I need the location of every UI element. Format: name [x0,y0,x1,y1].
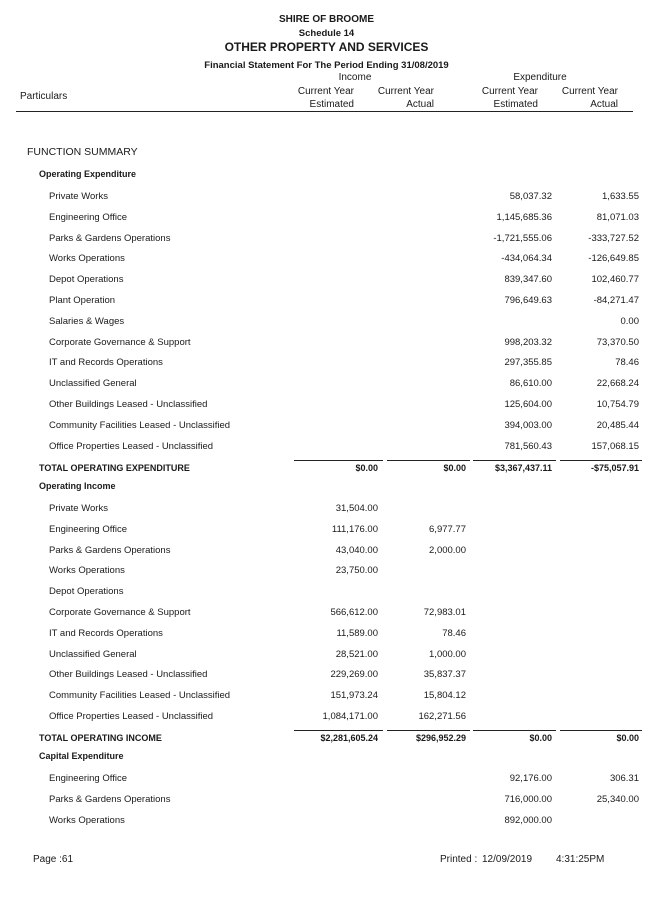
expenditure-estimated-cell: 892,000.00 [504,814,552,826]
expenditure-estimated-cell: 92,176.00 [509,773,552,784]
expenditure-actual-cell: 0.00 [620,315,639,327]
col-income-estimated-header [298,85,354,111]
total-rule [473,460,556,461]
table-row [0,815,653,829]
total-label: TOTAL OPERATING INCOME [39,733,162,743]
expenditure-estimated-cell: -1,721,555.06 [493,232,552,244]
col-header-line: Current Year [481,86,538,97]
table-row [0,586,653,600]
expenditure-estimated-cell: 394,003.00 [504,419,552,431]
row-label: IT and Records Operations [49,627,163,639]
table-row [0,545,653,559]
income-actual-cell: 6,977.77 [429,523,466,535]
row-label: Engineering Office [49,773,127,784]
total-rule [387,460,470,461]
expenditure-estimated-cell: 839,347.60 [504,274,552,286]
table-row [0,274,653,288]
col-header-line: Estimated [493,99,538,110]
row-label: Community Facilities Leased - Unclassified [49,419,231,431]
row-label: Corporate Governance & Support [49,607,191,618]
income-estimated-cell: 111,176.00 [331,523,378,535]
report-title: OTHER PROPERTY AND SERVICES [224,40,429,54]
expenditure-actual-cell: 157,068.15 [591,440,639,452]
expenditure-actual-cell: 81,071.03 [596,211,639,223]
income-estimated-cell: 229,269.00 [330,669,378,681]
total-income-actual: $296,952.29 [415,733,466,743]
expenditure-actual-cell: -84,271.47 [593,295,639,306]
expenditure-estimated-cell: 58,037.32 [509,191,552,202]
expenditure-actual-cell: 1,633.55 [602,191,639,202]
table-row [0,295,653,309]
row-label: Other Buildings Leased - Unclassified [49,399,208,410]
row-label: Works Operations [49,565,125,577]
row-label: Corporate Governance & Support [49,336,191,348]
row-label: Plant Operation [49,295,116,306]
col-income-actual-header [378,85,434,111]
expenditure-estimated-cell: -434,064.34 [501,253,552,265]
income-estimated-cell: 1,084,171.00 [322,711,378,722]
table-row [0,607,653,621]
row-label: Depot Operations [49,274,124,286]
expenditure-estimated-cell: 125,604.00 [504,399,552,410]
income-actual-cell: 2,000.00 [429,544,466,556]
expenditure-actual-cell: 20,485.44 [596,419,639,431]
row-label: Depot Operations [49,586,124,598]
table-row [0,711,653,725]
row-label: Works Operations [49,814,125,826]
col-header-line: Estimated [309,99,354,110]
row-label: Parks & Gardens Operations [49,544,171,556]
income-actual-cell: 72,983.01 [423,607,466,618]
col-header-line: Actual [406,99,434,110]
report-subtitle: Financial Statement For The Period Ending 31/08/2019 [204,60,449,71]
row-label: IT and Records Operations [49,357,163,369]
table-row [0,337,653,351]
income-estimated-cell: 11,589.00 [336,627,378,639]
expenditure-estimated-cell: 1,145,685.36 [496,211,552,223]
expenditure-group-header: Expenditure [513,72,567,83]
row-label: Private Works [49,191,108,202]
total-rule [294,460,383,461]
expenditure-actual-cell: 22,668.24 [596,378,639,390]
table-row [0,524,653,538]
particulars-header: Particulars [20,91,68,102]
table-row [0,690,653,704]
row-label: Engineering Office [49,523,127,535]
income-actual-cell: 162,271.56 [418,711,466,722]
expenditure-estimated-cell: 86,610.00 [509,378,552,390]
printed-time: 4:31:25PM [556,854,605,865]
row-label: Other Buildings Leased - Unclassified [49,669,208,681]
col-header-line: Current Year [297,86,354,97]
printed-label: Printed : [440,854,478,865]
expenditure-actual-cell: 102,460.77 [591,274,639,286]
expenditure-estimated-cell: 781,560.43 [504,440,552,452]
table-row [0,378,653,392]
table-row [0,503,653,517]
total-expenditure-estimated: $0.00 [529,733,552,743]
printed-date: 12/09/2019 [482,854,533,865]
total-expenditure-actual: -$75,057.91 [590,463,639,473]
table-row [0,669,653,683]
total-rule [473,730,556,731]
table-row [0,794,653,808]
operating-expenditure-heading: Operating Expenditure [39,169,137,179]
total-rule [387,730,470,731]
table-row [0,649,653,663]
expenditure-estimated-cell: 297,355.85 [504,357,552,369]
table-row [0,357,653,371]
row-label: Parks & Gardens Operations [49,793,171,805]
row-label: Office Properties Leased - Unclassified [49,711,214,722]
total-rule [560,730,642,731]
table-row [0,628,653,642]
row-label: Engineering Office [49,211,127,223]
income-estimated-cell: 23,750.00 [335,565,378,577]
row-label: Salaries & Wages [49,315,125,327]
income-estimated-cell: 43,040.00 [335,544,378,556]
total-label: TOTAL OPERATING EXPENDITURE [39,463,190,473]
row-label: Unclassified General [49,648,137,660]
capital-expenditure-heading: Capital Expenditure [39,751,124,761]
income-actual-cell: 78.46 [442,627,466,639]
page-number: Page :61 [33,854,74,865]
expenditure-actual-cell: 306.31 [609,773,639,784]
total-income-actual: $0.00 [443,463,466,473]
income-estimated-cell: 566,612.00 [330,607,378,618]
expenditure-estimated-cell: 716,000.00 [504,793,552,805]
row-label: Parks & Gardens Operations [49,232,171,244]
row-label: Community Facilities Leased - Unclassified [49,690,231,702]
org-name: SHIRE OF BROOME [278,14,374,25]
col-header-line: Current Year [377,86,434,97]
expenditure-actual-cell: -126,649.85 [588,253,639,265]
income-estimated-cell: 151,973.24 [330,690,378,702]
table-row [0,212,653,226]
income-actual-cell: 1,000.00 [429,648,466,660]
col-header-line: Actual [590,99,618,110]
income-estimated-cell: 28,521.00 [335,648,378,660]
schedule-label: Schedule 14 [298,28,355,39]
expenditure-actual-cell: 25,340.00 [596,793,639,805]
expenditure-actual-cell: -333,727.52 [588,232,639,244]
expenditure-estimated-cell: 796,649.63 [504,295,552,306]
table-row [0,191,653,205]
row-label: Office Properties Leased - Unclassified [49,440,214,452]
row-label: Works Operations [49,253,125,265]
row-label: Private Works [49,503,108,514]
expenditure-actual-cell: 73,370.50 [596,336,639,348]
table-row [0,441,653,455]
function-summary-heading: FUNCTION SUMMARY [27,146,138,158]
income-estimated-cell: 31,504.00 [335,503,378,514]
expenditure-estimated-cell: 998,203.32 [504,336,552,348]
expenditure-actual-cell: 10,754.79 [596,399,639,410]
total-expenditure-actual: $0.00 [616,733,639,743]
header-rule [16,111,633,112]
total-rule [560,460,642,461]
total-income-estimated: $2,281,605.24 [320,733,378,743]
table-row [0,253,653,267]
expenditure-actual-cell: 78.46 [615,357,639,369]
table-row [0,565,653,579]
total-income-estimated: $0.00 [355,463,378,473]
table-row [0,233,653,247]
col-expenditure-estimated-header [482,85,538,111]
table-row [0,316,653,330]
table-row [0,399,653,413]
col-header-line: Current Year [561,86,618,97]
income-group-header: Income [338,72,372,83]
table-row [0,773,653,787]
total-expenditure-estimated: $3,367,437.11 [494,463,552,473]
total-rule [294,730,383,731]
income-actual-cell: 35,837.37 [423,669,466,681]
table-row [0,420,653,434]
operating-income-heading: Operating Income [39,481,116,491]
col-expenditure-actual-header [562,85,618,111]
row-label: Unclassified General [49,378,137,390]
income-actual-cell: 15,804.12 [423,690,466,702]
